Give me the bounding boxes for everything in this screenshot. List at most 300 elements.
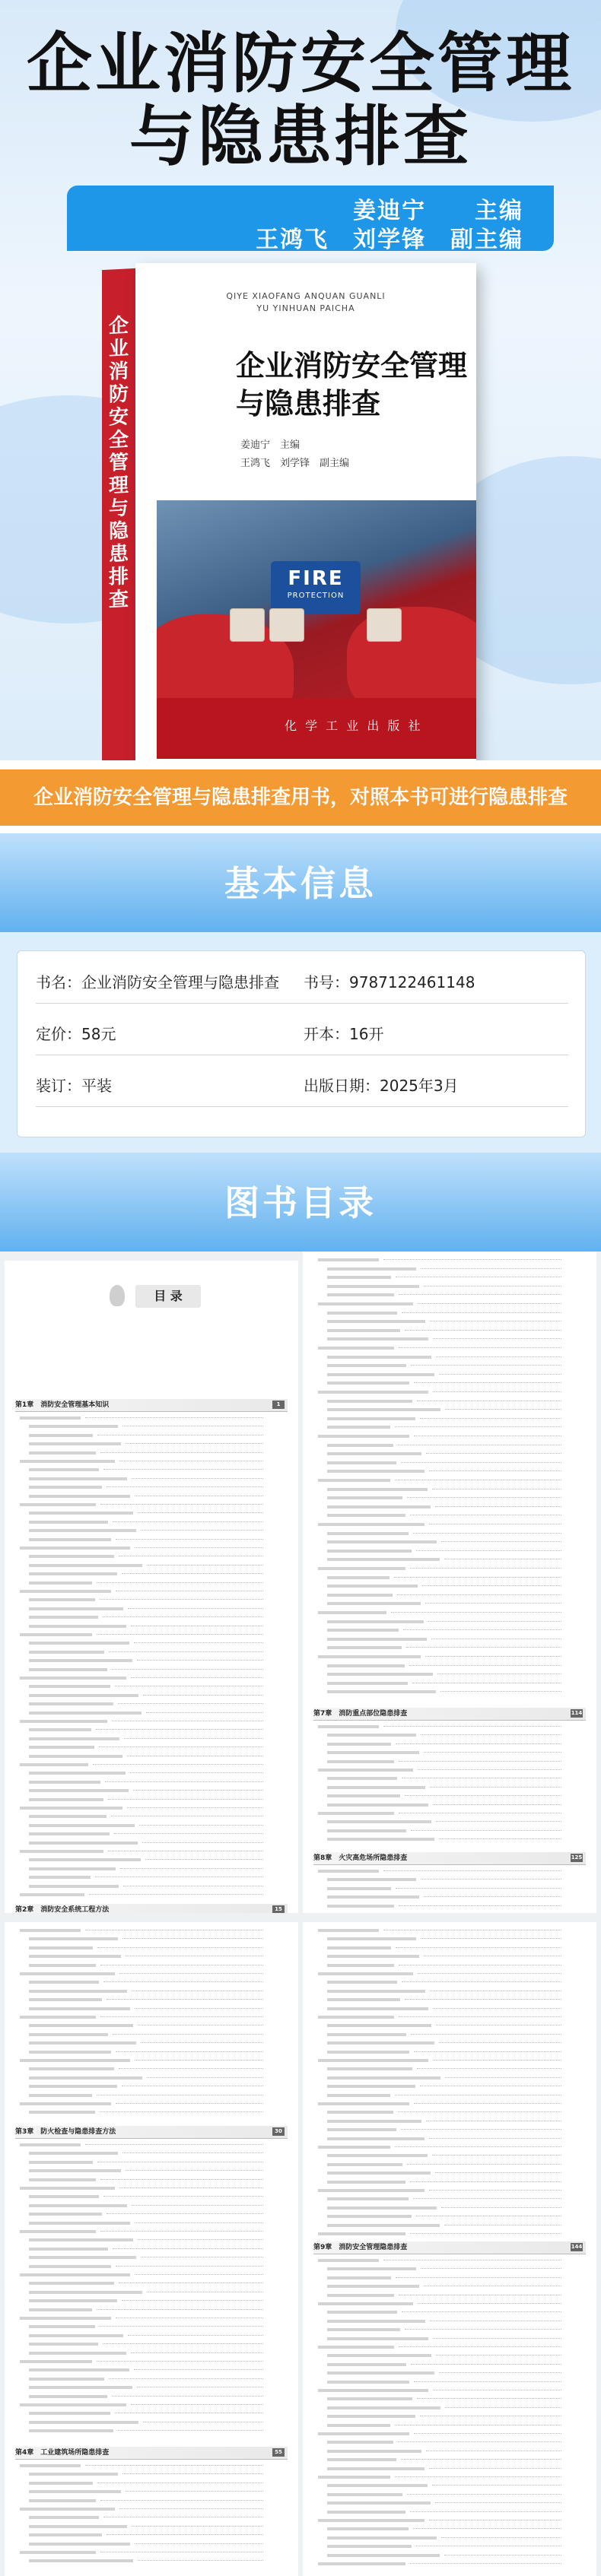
toc-leader-dots: [134, 1642, 263, 1643]
toc-entry-line: [318, 2257, 572, 2264]
toc-entry-text: [327, 1276, 391, 1279]
toc-entry-line: [327, 2274, 572, 2282]
toc-leader-dots: [97, 1947, 263, 1948]
toc-entry-text: [29, 2085, 117, 2088]
toc-entry-line: [327, 1371, 572, 1378]
toc-entry-text: [327, 2545, 412, 2548]
toc-leader-dots: [108, 1799, 263, 1800]
toc-leader-dots: [103, 2196, 263, 2197]
toc-entry-line: [327, 2308, 572, 2316]
toc-leader-dots: [134, 2369, 263, 2370]
toc-entry-text: [327, 1356, 431, 1359]
toc-entry-line: [318, 1256, 572, 1264]
toc-leader-dots: [119, 2508, 263, 2509]
toc-entry-line: [29, 1449, 274, 1457]
toc-entry-text: [29, 1668, 107, 1671]
toc-entry-text: [29, 2213, 102, 2216]
toc-leader-dots: [383, 1870, 561, 1871]
toc-leader-dots: [405, 2329, 561, 2330]
toc-entry-line: [327, 1618, 572, 1626]
toc-entry-line: [20, 1970, 274, 1978]
icon-cube: [230, 608, 265, 642]
toc-entry-text: [29, 2007, 130, 2010]
info-price: 定价：58元: [36, 1025, 116, 1043]
toc-entry-line: [29, 2005, 274, 2013]
toc-leader-dots: [445, 1409, 561, 1410]
toc-entry-line: [327, 1731, 572, 1739]
toc-entry-line: [29, 1873, 274, 1881]
toc-entry-line: [29, 1466, 274, 1474]
toc-entry-text: [29, 2222, 130, 2225]
toc-leader-dots: [405, 1330, 561, 1331]
toc-entry-line: [29, 2523, 274, 2530]
toc-page-3: [5, 1922, 298, 2576]
tagline-banner: 企业消防安全管理与隐患排查用书，对照本书可进行隐患排查: [0, 769, 601, 826]
toc-entry-text: [29, 2033, 108, 2036]
toc-entry-text: [327, 1285, 419, 1288]
toc-entry-text: [20, 1893, 84, 1896]
toc-entry-line: [327, 2534, 572, 2542]
toc-chapter-page: 30: [272, 2127, 285, 2136]
toc-entry-line: [318, 1867, 572, 1875]
toc-leader-dots: [122, 1938, 263, 1939]
toc-leader-dots: [131, 2352, 263, 2353]
toc-entry-line: [29, 2557, 274, 2565]
toc-entry-text: [327, 2536, 437, 2540]
toc-entry-text: [327, 1558, 440, 1561]
toc-entry-text: [318, 2346, 394, 2349]
toc-entry-line: [20, 1588, 274, 1595]
basic-info-title: 基本信息: [224, 863, 377, 904]
toc-leader-dots: [401, 1462, 561, 1463]
toc-entry-line: [327, 1486, 572, 1493]
toc-chapter: [15, 2447, 288, 2460]
toc-entry-text: [327, 2024, 431, 2027]
toc-entry-line: [29, 1700, 274, 1708]
toc-entry-line: [327, 1688, 572, 1696]
toc-entry-line: [29, 2083, 274, 2090]
toc-entry-text: [327, 1878, 416, 1881]
toc-leader-dots: [436, 1356, 561, 1357]
toc-entry-line: [29, 1839, 274, 1847]
toc-chapter-page: 1: [272, 1401, 285, 1409]
toc-entry-text: [20, 2230, 96, 2233]
icon-cube: [269, 608, 304, 642]
toc-entry-text: [327, 1682, 408, 1685]
toc-leader-dots: [439, 2042, 561, 2043]
toc-leader-dots: [97, 2482, 263, 2483]
editor-box: [67, 186, 554, 251]
toc-entry-line: [327, 2482, 572, 2489]
chief-editor: 姜迪宁 主编: [353, 198, 523, 224]
toc-entry-line: [29, 1978, 274, 1986]
toc-entry-line: [327, 2352, 572, 2359]
book-cover: [135, 263, 476, 760]
toc-leader-dots: [103, 1469, 263, 1470]
toc-leader-dots: [411, 1365, 561, 1366]
toc-leader-dots: [135, 2543, 263, 2544]
toc-entry-text: [29, 1798, 103, 1801]
info-row: [36, 1065, 568, 1107]
toc-entry-line: [20, 2462, 274, 2470]
toc-entry-line: [327, 2005, 572, 2013]
toc-entry-text: [327, 2381, 409, 2384]
toc-entry-line: [29, 2245, 274, 2253]
toc-leader-dots: [119, 2187, 263, 2188]
toc-entry-text: [29, 2291, 142, 2294]
toc-entry-line: [327, 2161, 572, 2168]
toc-leader-dots: [396, 1743, 561, 1744]
toc-leader-dots: [141, 1530, 263, 1531]
toc-entry-line: [29, 1769, 274, 1777]
toc-leader-dots: [133, 1790, 263, 1791]
toc-header: [0, 1153, 601, 1252]
toc-entry-text: [29, 1451, 96, 1455]
toc-entry-text: [29, 1990, 127, 1993]
toc-entry-line: [327, 1893, 572, 1901]
toc-entry-line: [327, 1680, 572, 1687]
toc-entry-line: [327, 1547, 572, 1555]
toc-entry-text: [29, 2343, 98, 2346]
toc-entry-text: [20, 1677, 126, 1680]
toc-entry-text: [29, 2490, 121, 2493]
toc-entry-text: [327, 1638, 427, 1641]
toc-entry-line: [29, 1623, 274, 1630]
toc-entry-line: [327, 2499, 572, 2507]
toc-entry-line: [20, 2271, 274, 2279]
toc-entry-text: [327, 2527, 409, 2530]
toc-entry-line: [29, 2531, 274, 2539]
toc-entry-text: [318, 2562, 405, 2565]
toc-entry-line: [29, 2065, 274, 2073]
toc-leader-dots: [411, 2034, 561, 2035]
info-binding: 装订：平装: [36, 1077, 112, 1095]
toc-leader-dots: [436, 2025, 561, 2026]
toc-entry-text: [318, 1725, 379, 1728]
toc-entry-text: [29, 2543, 130, 2546]
toc-entry-line: [327, 1503, 572, 1511]
toc-entry-text: [327, 1470, 425, 1473]
basic-info-header: [0, 833, 601, 932]
toc-leader-dots: [398, 2111, 561, 2112]
toc-entry-text: [318, 1870, 379, 1873]
toc-entry-text: [29, 1867, 116, 1870]
toc-entry-line: [29, 2419, 274, 2426]
toc-leader-dots: [440, 1691, 561, 1692]
toc-entry-text: [318, 1258, 379, 1261]
toc-entry-text: [327, 2120, 421, 2123]
toc-leader-dots: [430, 1787, 561, 1788]
toc-entry-text: [327, 1364, 406, 1367]
toc-entry-text: [20, 2102, 111, 2105]
toc-leader-dots: [103, 1981, 263, 1982]
toc-leader-dots: [410, 2563, 561, 2564]
toc-entry-line: [327, 2508, 572, 2516]
toc-entry-line: [318, 1609, 572, 1616]
toc-entry-line: [327, 1591, 572, 1599]
toc-leader-dots: [119, 1973, 263, 1974]
toc-entry-text: [327, 2397, 412, 2400]
toc-entry-text: [327, 1576, 390, 1579]
toc-leader-dots: [97, 2361, 263, 2362]
toc-entry-text: [327, 2163, 402, 2166]
toc-entry-line: [20, 2100, 274, 2108]
toc-entry-text: [327, 2111, 393, 2114]
toc-entry-text: [327, 1382, 409, 1385]
toc-entry-text: [20, 1633, 92, 1636]
toc-entry-text: [20, 1929, 81, 1932]
toc-entry-text: [327, 1981, 397, 1984]
toc-entry-text: [318, 1347, 394, 1350]
toc-entry-text: [29, 1434, 93, 1437]
toc-leader-dots: [418, 2303, 561, 2304]
toc-entry-line: [327, 1749, 572, 1756]
toc-entry-text: [29, 1495, 130, 1498]
toc-entry-line: [29, 2149, 274, 2157]
toc-entry-line: [327, 2448, 572, 2455]
toc-entry-line: [20, 2505, 274, 2513]
toc-entry-text: [318, 1435, 409, 1438]
toc-leader-dots: [97, 1582, 263, 1583]
toc-entry-line: [20, 1891, 274, 1899]
toc-entry-text: [327, 1532, 409, 1535]
toc-entry-text: [327, 1887, 391, 1890]
toc-leader-dots: [395, 1426, 561, 1427]
toc-entry-line: [29, 2048, 274, 2056]
toc-entry-text: [327, 2294, 394, 2297]
toc-entry-text: [327, 1946, 391, 1949]
toc-entry-line: [29, 2289, 274, 2296]
toc-entry-line: [29, 1509, 274, 1517]
toc-entry-text: [327, 1664, 405, 1667]
toc-leader-dots: [391, 1612, 561, 1613]
toc-entry-text: [29, 2152, 118, 2155]
toc-entry-line: [327, 1415, 572, 1423]
toc-entry-text: [327, 1629, 399, 1632]
toc-entry-line: [29, 2332, 274, 2340]
toc-entry-line: [318, 1766, 572, 1774]
toc-entry-text: [29, 2352, 126, 2355]
toc-entry-line: [327, 1442, 572, 1449]
toc-entry-text: [20, 1807, 122, 1810]
toc-leader-dots: [407, 2494, 561, 2495]
toc-entry-text: [327, 1602, 421, 1605]
toc-section: [0, 1252, 601, 2576]
toc-entry-line: [29, 2349, 274, 2357]
toc-entry-text: [29, 1885, 119, 1888]
toc-page-4: [303, 1922, 596, 2576]
toc-leader-dots: [103, 2343, 263, 2344]
toc-leader-dots: [414, 2051, 561, 2052]
toc-entry-text: [327, 1777, 397, 1780]
toc-entry-line: [327, 2265, 572, 2273]
toc-entry-line: [327, 2361, 572, 2368]
toc-entry-text: [327, 1760, 394, 1763]
toc-leader-dots: [445, 2407, 561, 2408]
toc-leader-dots: [418, 1973, 561, 1974]
toc-entry-line: [318, 1432, 572, 1440]
toc-entry-line: [327, 2204, 572, 2212]
toc-entry-line: [327, 1835, 572, 1843]
toc-entry-line: [327, 2126, 572, 2133]
toc-entry-line: [327, 1758, 572, 1765]
toc-leader-dots: [433, 2338, 561, 2339]
basic-info-card: [17, 950, 586, 1137]
toc-leader-dots: [116, 2266, 263, 2267]
toc-chapter: [313, 2241, 586, 2254]
toc-entry-line: [318, 2230, 572, 2238]
toc-entry-text: [327, 1646, 402, 1649]
toc-entry-text: [327, 1461, 396, 1464]
toc-leader-dots: [93, 1764, 263, 1765]
toc-entry-line: [327, 2048, 572, 2056]
toc-entry-text: [327, 1444, 393, 1447]
toc-entry-line: [29, 2074, 274, 2082]
toc-entry-text: [327, 2051, 409, 2054]
hero-banner: [0, 0, 601, 760]
toc-leader-dots: [100, 2500, 263, 2501]
toc-entry-line: [20, 2314, 274, 2322]
toc-entry-line: [327, 2083, 572, 2090]
toc-entry-text: [327, 2181, 405, 2184]
toc-entry-text: [327, 2441, 393, 2444]
toc-entry-line: [318, 1344, 572, 1352]
toc-leader-dots: [112, 2396, 263, 2397]
toc-entry-text: [327, 1786, 425, 1789]
toc-leader-dots: [105, 1781, 263, 1782]
toc-entry-line: [29, 2470, 274, 2478]
toc-entry-line: [20, 1927, 274, 1934]
toc-entry-text: [29, 1616, 98, 1619]
toc-chapter: [313, 1852, 586, 1865]
toc-entry-line: [318, 1653, 572, 1661]
toc-leader-dots: [432, 2155, 561, 2156]
toc-entry-line: [29, 1423, 274, 1430]
toc-entry-line: [318, 1927, 572, 1934]
toc-entry-text: [29, 2378, 104, 2381]
toc-entry-text: [29, 1781, 100, 1784]
toc-entry-line: [318, 2517, 572, 2524]
toc-entry-text: [29, 1477, 127, 1480]
toc-entry-text: [318, 1567, 405, 1570]
toc-leader-dots: [147, 2077, 263, 2078]
toc-entry-text: [327, 2363, 406, 2366]
toc-entry-text: [327, 2511, 405, 2514]
toc-entry-text: [29, 2169, 121, 2172]
toc-leader-dots: [420, 1418, 561, 1419]
toc-leader-dots: [109, 2378, 263, 2379]
toc-entry-line: [327, 2456, 572, 2463]
toc-chapter-title: 第1章 消防安全管理基本知识: [15, 1401, 110, 1409]
toc-entry-line: [327, 2022, 572, 2029]
toc-entry-text: [327, 1690, 436, 1693]
toc-leader-dots: [399, 2016, 561, 2017]
toc-leader-dots: [116, 1539, 263, 1540]
toc-entry-line: [327, 1291, 572, 1299]
toc-entry-line: [29, 2297, 274, 2305]
toc-entry-line: [29, 1483, 274, 1491]
toc-entry-line: [318, 2560, 572, 2568]
toc-entry-line: [327, 2438, 572, 2446]
toc-entry-line: [327, 1962, 572, 1969]
toc-leader-dots: [135, 1547, 263, 1548]
toc-entry-text: [29, 2076, 142, 2080]
cover-pinyin: [135, 290, 476, 315]
toc-entry-text: [29, 2111, 95, 2114]
toc-entry-line: [327, 1988, 572, 1995]
toc-entry-text: [318, 1479, 390, 1482]
toc-entry-text: [327, 1829, 406, 1832]
toc-entry-text: [318, 1611, 386, 1614]
toc-entry-line: [29, 1536, 274, 1543]
toc-leader-dots: [383, 1726, 561, 1727]
toc-entry-text: [327, 1293, 394, 1296]
toc-leader-dots: [116, 2103, 263, 2104]
toc-entry-text: [29, 1685, 110, 1688]
toc-entry-line: [318, 2013, 572, 2021]
toc-entry-line: [327, 2422, 572, 2429]
toc-leader-dots: [97, 1634, 263, 1635]
toc-entry-line: [327, 2178, 572, 2186]
toc-leader-dots: [435, 2502, 561, 2503]
toc-leader-dots: [397, 1594, 561, 1595]
toc-entry-text: [29, 1659, 132, 1662]
toc-entry-text: [318, 2232, 405, 2235]
toc-entry-line: [327, 1784, 572, 1791]
spine-title: 企业消防安全管理与隐患排查: [108, 314, 129, 612]
toc-chapter-title: 第3章 防火检查与隐患排查方法: [15, 2128, 116, 2136]
toc-entry-line: [29, 1432, 274, 1439]
toc-leader-dots: [433, 1804, 561, 1805]
toc-entry-line: [327, 1582, 572, 1590]
toc-entry-text: [29, 1564, 142, 1567]
toc-leader-dots: [425, 1656, 561, 1657]
toc-leader-dots: [429, 2190, 561, 2191]
toc-entry-text: [327, 1751, 419, 1754]
toc-entry-line: [327, 2213, 572, 2220]
toc-entry-text: [29, 2395, 107, 2398]
toc-entry-line: [327, 1450, 572, 1458]
toc-entry-text: [29, 2473, 118, 2476]
toc-leader-dots: [395, 2146, 561, 2147]
toc-entry-text: [327, 1312, 397, 1315]
toc-entry-line: [327, 2118, 572, 2125]
toc-leader-dots: [113, 1521, 263, 1522]
toc-entry-line: [29, 2479, 274, 2487]
toc-entry-text: [327, 1794, 400, 1797]
toc-entry-text: [29, 1858, 141, 1861]
toc-leader-dots: [410, 2511, 561, 2512]
toc-entry-line: [327, 1335, 572, 1343]
toc-leader-dots: [107, 1486, 263, 1487]
toc-entry-text: [318, 2259, 379, 2262]
toc-entry-line: [29, 1596, 274, 1604]
toc-entry-text: [20, 2016, 96, 2019]
toc-entry-line: [327, 2031, 572, 2038]
toc-entry-text: [29, 2516, 99, 2519]
info-row: [36, 1014, 568, 1055]
toc-entry-line: [29, 2254, 274, 2261]
toc-entry-text: [20, 1416, 81, 1420]
toc-entry-text: [327, 1990, 425, 1993]
toc-leader-dots: [146, 1712, 263, 1713]
toc-leader-dots: [435, 2172, 561, 2173]
toc-entry-text: [327, 2554, 440, 2557]
toc-entry-text: [29, 2299, 117, 2302]
toc-entry-line: [327, 1274, 572, 1281]
toc-entry-text: [20, 2317, 111, 2320]
toc-chapter-page: 125: [571, 1854, 583, 1861]
